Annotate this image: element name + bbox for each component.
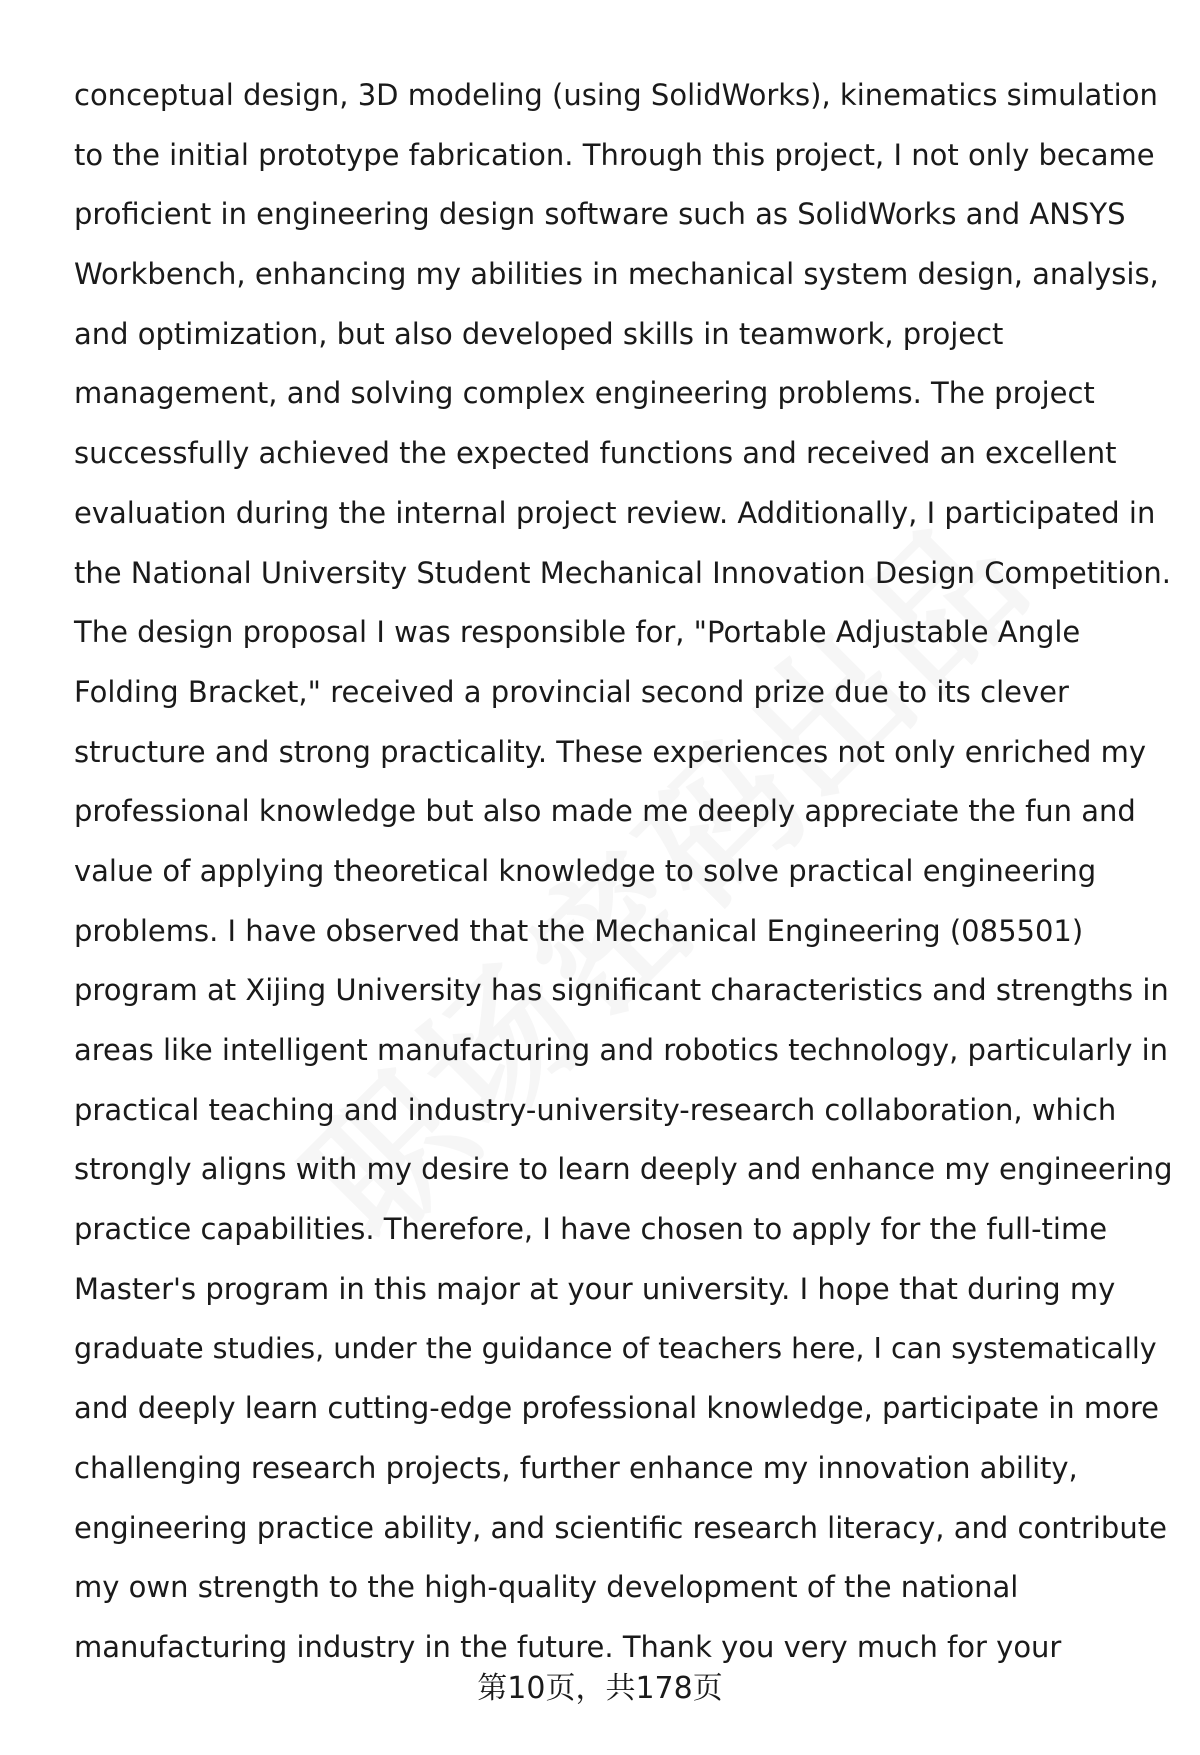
text-line: Workbench, enhancing my abilities in mechanical system design, analysis, <box>74 257 1159 292</box>
text-line: the National University Student Mechanical Innovation Design Competition. <box>74 555 1171 590</box>
text-line: Folding Bracket," received a provincial second prize due to its clever <box>74 674 1069 709</box>
text-line: Master's program in this major at your university. I hope that during my <box>74 1271 1116 1306</box>
text-line: conceptual design, 3D modeling (using SolidWorks), kinematics simulation <box>74 78 1158 112</box>
text-line: problems. I have observed that the Mechanical Engineering (085501) <box>74 913 1084 948</box>
text-line: program at Xijing University has significant characteristics and strengths in <box>74 973 1169 1008</box>
text-line: evaluation during the internal project review. Additionally, I participated in <box>74 495 1156 530</box>
body-paragraph <box>74 66 1174 1678</box>
text-line: proficient in engineering design software such as SolidWorks and ANSYS <box>74 197 1126 232</box>
page-number-footer: 第10页，共178页 <box>477 1671 723 1706</box>
text-line: The design proposal I was responsible for, "Portable Adjustable Angle <box>74 615 1081 650</box>
text-line: challenging research projects, further enhance my innovation ability, <box>74 1450 1078 1485</box>
text-line: strongly aligns with my desire to learn deeply and enhance my engineering <box>74 1152 1173 1187</box>
text-line: graduate studies, under the guidance of teachers here, I can systematically <box>74 1332 1157 1366</box>
text-line: structure and strong practicality. These experiences not only enriched my <box>74 734 1147 769</box>
text-line: and deeply learn cutting-edge professional knowledge, participate in more <box>74 1391 1159 1426</box>
text-line: and optimization, but also developed skills in teamwork, project <box>74 316 1004 351</box>
text-line: practical teaching and industry-university-research collaboration, which <box>74 1092 1117 1127</box>
text-line: areas like intelligent manufacturing and robotics technology, particularly in <box>74 1033 1169 1067</box>
text-line: management, and solving complex engineering problems. The project <box>74 376 1095 411</box>
text-line: practice capabilities. Therefore, I have chosen to apply for the full-time <box>74 1212 1108 1247</box>
text-line: professional knowledge but also made me deeply appreciate the fun and <box>74 794 1136 829</box>
text-line: my own strength to the high-quality development of the national <box>74 1570 1019 1605</box>
text-line: manufacturing industry in the future. Thank you very much for your <box>74 1629 1062 1664</box>
text-line: engineering practice ability, and scientific research literacy, and contribute <box>74 1510 1167 1545</box>
text-line: successfully achieved the expected functions and received an excellent <box>74 436 1117 471</box>
text-line: to the initial prototype fabrication. Through this project, I not only became <box>74 137 1155 172</box>
text-line: value of applying theoretical knowledge to solve practical engineering <box>74 853 1097 888</box>
